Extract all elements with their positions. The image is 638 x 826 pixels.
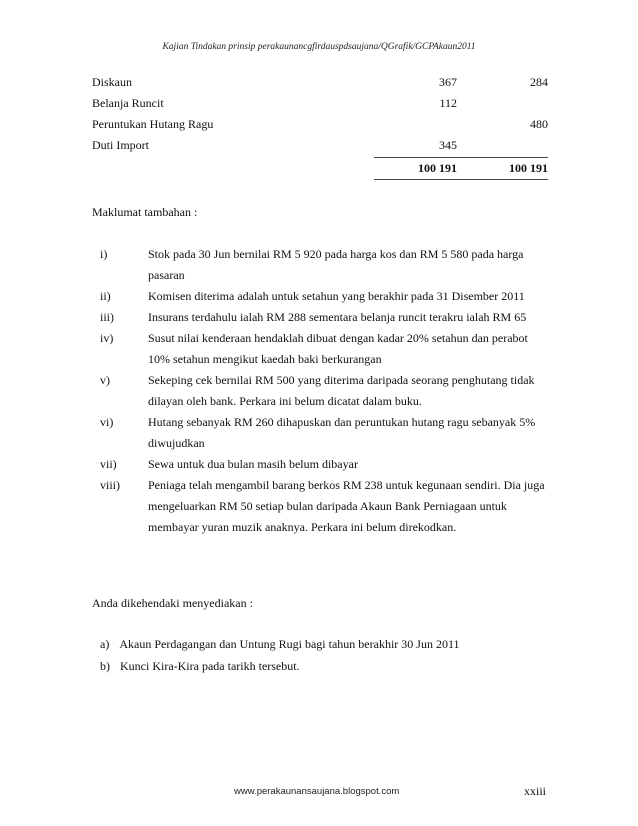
item-number: b) <box>100 659 110 673</box>
list-item <box>100 412 550 454</box>
ledger-table <box>92 72 548 180</box>
item-number: vii) <box>100 457 117 471</box>
list-item <box>100 286 550 307</box>
item-number: i) <box>100 247 108 261</box>
item-text: Komisen diterima adalah untuk setahun yang berakhir pada 31 Disember 2011 <box>148 289 525 303</box>
ledger-label: Peruntukan Hutang Ragu <box>92 117 214 131</box>
item-text: Kunci Kira-Kira pada tarikh tersebut. <box>120 659 300 673</box>
list-item <box>100 307 550 328</box>
list-item <box>100 370 550 412</box>
ledger-debit: 345 <box>439 138 457 152</box>
ledger-label: Duti Import <box>92 138 149 152</box>
footer-url: www.perakaunansaujana.blogspot.com <box>234 786 400 797</box>
list-item <box>100 475 550 538</box>
item-text: Stok pada 30 Jun bernilai RM 5 920 pada harga kos dan RM 5 580 pada harga pasaran <box>148 247 524 282</box>
ledger-total-debit: 100 191 <box>418 161 457 175</box>
item-text: Peniaga telah mengambil barang berkos RM 238 untuk kegunaan sendiri. Dia juga mengeluarkan RM 50 setiap bulan daripada Akaun Bank Perniagaan untuk membayar yuran muzik anaknya. Perkara ini belum direkodkan. <box>148 478 545 534</box>
item-number: vi) <box>100 415 114 429</box>
total-top-rule <box>374 157 548 158</box>
ledger-totals-row <box>92 156 548 180</box>
ledger-row <box>92 93 548 114</box>
ledger-row <box>92 72 548 93</box>
item-text: Hutang sebanyak RM 260 dihapuskan dan peruntukan hutang ragu sebanyak 5% diwujudkan <box>148 415 536 450</box>
ledger-debit: 112 <box>439 96 457 110</box>
item-text: Insurans terdahulu ialah RM 288 sementara belanja runcit terakru ialah RM 65 <box>148 310 527 324</box>
page-number: xxiii <box>523 784 546 798</box>
list-item <box>100 454 550 475</box>
ledger-total-credit: 100 191 <box>509 161 548 175</box>
total-bottom-rule <box>374 179 548 180</box>
requirements-list <box>100 633 460 677</box>
additional-info-list <box>100 244 550 538</box>
item-number: iv) <box>100 331 114 345</box>
item-text: Susut nilai kenderaan hendaklah dibuat dengan kadar 20% setahun dan perabot 10% setahun mengikut kaedah baki berkurangan <box>148 331 528 366</box>
ledger-debit: 367 <box>439 75 457 89</box>
ledger-row <box>92 135 548 156</box>
list-item <box>100 633 460 655</box>
ledger-label: Belanja Runcit <box>92 96 164 110</box>
item-text: Akaun Perdagangan dan Untung Rugi bagi tahun berakhir 30 Jun 2011 <box>119 637 460 651</box>
item-number: viii) <box>100 478 120 492</box>
ledger-credit: 480 <box>530 117 548 131</box>
ledger-credit: 284 <box>530 75 548 89</box>
list-item <box>100 328 550 370</box>
item-number: a) <box>100 637 110 651</box>
item-number: iii) <box>100 310 114 324</box>
list-item <box>100 655 460 677</box>
item-number: ii) <box>100 289 111 303</box>
list-item <box>100 244 550 286</box>
additional-info-heading: Maklumat tambahan : <box>92 205 198 219</box>
item-text: Sekeping cek bernilai RM 500 yang diterima daripada seorang penghutang tidak dilayan oleh bank. Perkara ini belum dicatat dalam buku. <box>148 373 535 408</box>
ledger-row <box>92 114 548 135</box>
requirements-heading: Anda dikehendaki menyediakan : <box>92 596 253 610</box>
item-text: Sewa untuk dua bulan masih belum dibayar <box>148 457 358 471</box>
ledger-label: Diskaun <box>92 75 132 89</box>
item-number: v) <box>100 373 110 387</box>
page-header: Kajian Tindakan prinsip perakaunancgfirdauspdsaujana/QGrafik/GCPAkaun2011 <box>162 42 476 52</box>
